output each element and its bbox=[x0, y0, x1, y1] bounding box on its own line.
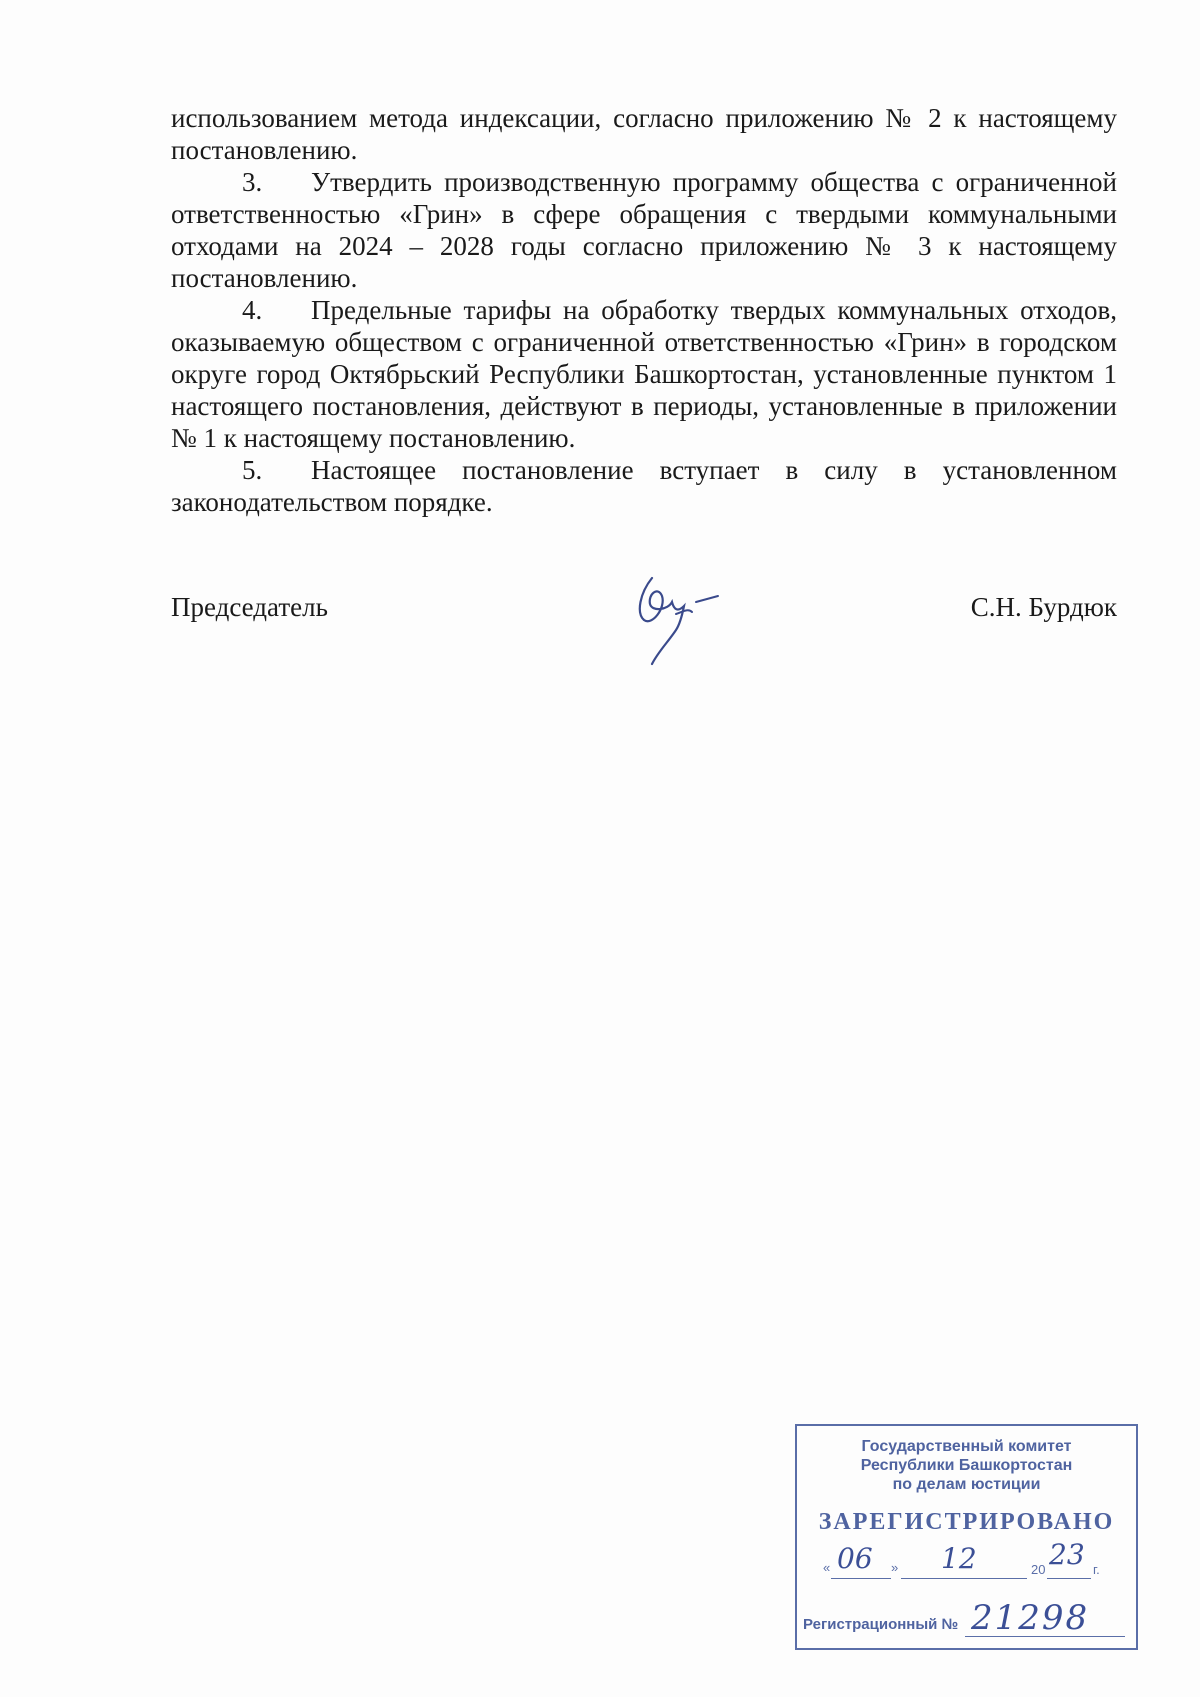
stamp-reg-underline bbox=[965, 1636, 1125, 1637]
signature-block bbox=[171, 588, 1117, 678]
stamp-quote-close: » bbox=[891, 1560, 899, 1575]
stamp-month: 12 bbox=[941, 1542, 977, 1575]
stamp-org-line-3: по делам юстиции bbox=[892, 1476, 1041, 1493]
item-number: 4. bbox=[242, 295, 263, 325]
list-item-5 bbox=[171, 454, 1117, 518]
stamp-quote-open: « bbox=[823, 1560, 831, 1575]
stamp-year-underline bbox=[1047, 1578, 1091, 1579]
stamp-year: 23 bbox=[1049, 1538, 1085, 1571]
item-number: 5. bbox=[242, 455, 263, 485]
stamp-reg-label: Регистрационный № bbox=[803, 1616, 959, 1633]
stamp-registered-title: ЗАРЕГИСТРИРОВАНО bbox=[818, 1509, 1115, 1535]
item-text: Утвердить производственную программу общества с ограниченной ответственностью «Грин» в сфере обращения с твердыми коммунальными отходами на 2024 – 2028 годы согласно приложению № 3 к настоящему постановлению. bbox=[171, 167, 1117, 293]
stamp-org-line-1: Государственный комитет bbox=[861, 1438, 1072, 1455]
stamp-year-prefix: 20 bbox=[1031, 1562, 1046, 1577]
list-item-3 bbox=[171, 166, 1117, 294]
stamp-day-underline bbox=[831, 1578, 891, 1579]
signatory-name: С.Н. Бурдюк bbox=[970, 592, 1117, 622]
stamp-date bbox=[797, 1538, 1136, 1582]
paragraph-continuation: использованием метода индексации, согласно приложению № 2 к настоящему постановлению. bbox=[171, 103, 1117, 165]
signatory-role: Председатель bbox=[171, 592, 328, 622]
handwritten-signature bbox=[622, 568, 732, 668]
stamp-registration-number bbox=[803, 1600, 1130, 1640]
stamp-month-underline bbox=[901, 1578, 1027, 1579]
list-item-4 bbox=[171, 294, 1117, 454]
stamp-day: 06 bbox=[837, 1542, 873, 1575]
stamp-reg-number: 21298 bbox=[971, 1598, 1090, 1638]
stamp-org-line-2: Республики Башкортостан bbox=[860, 1457, 1073, 1474]
document-body bbox=[171, 102, 1117, 518]
registration-stamp bbox=[795, 1424, 1138, 1650]
item-number: 3. bbox=[242, 167, 263, 197]
stamp-year-suffix: г. bbox=[1093, 1562, 1100, 1577]
item-text: Предельные тарифы на обработку твердых коммунальных отходов, оказываемую обществом с ограниченной ответственностью «Грин» в городском округе город Октябрьский Республики Башкортостан, установленные пунктом 1 настоящего постановления, действуют в периоды, установленные в приложении № 1 к настоящему постановлению. bbox=[171, 295, 1117, 453]
item-text: Настоящее постановление вступает в силу в установленном законодательством порядке. bbox=[171, 455, 1117, 517]
